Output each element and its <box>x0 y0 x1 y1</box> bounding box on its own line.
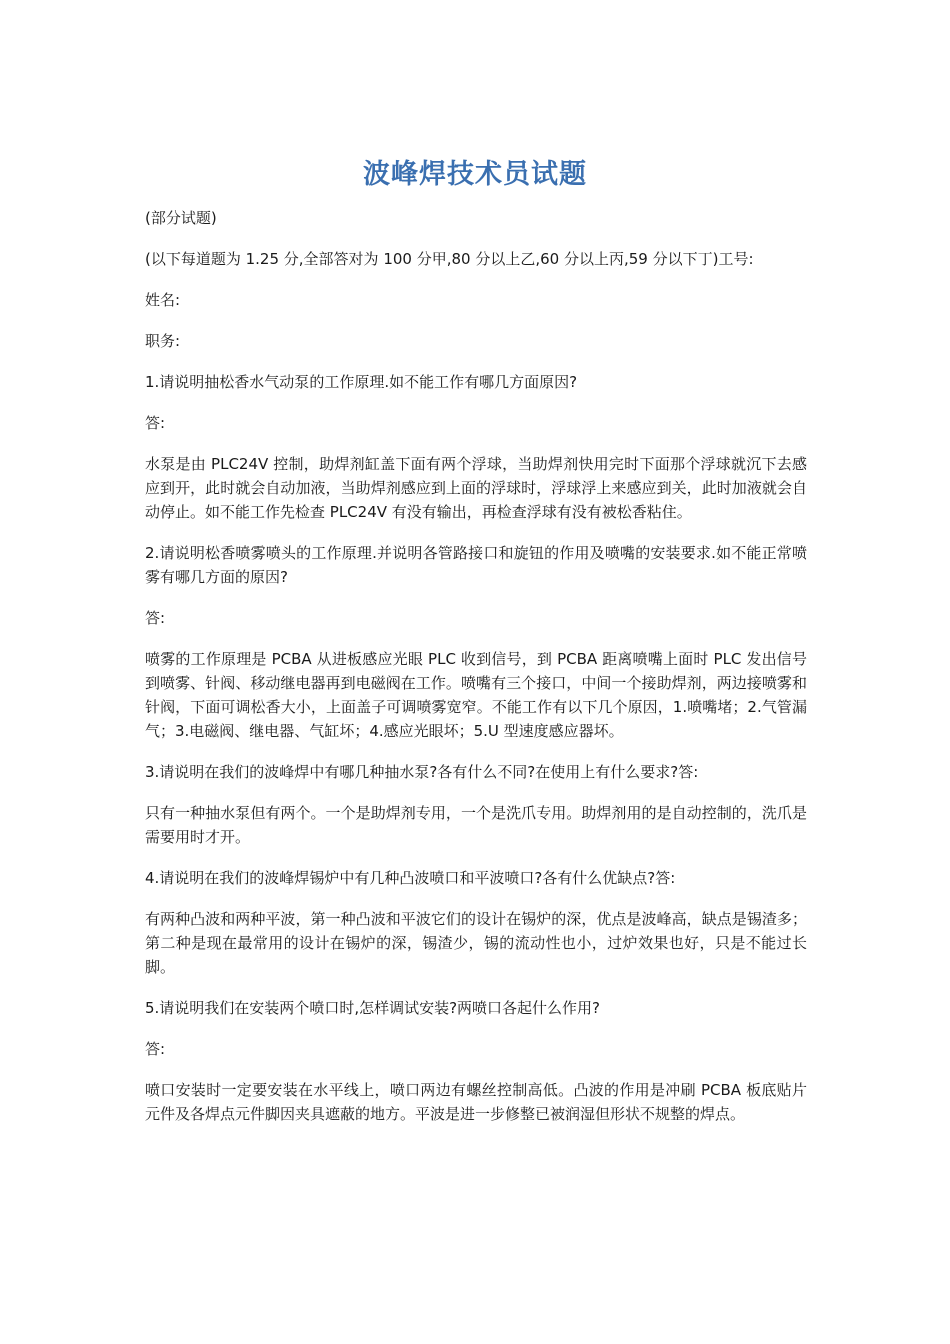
question-1: 1.请说明抽松香水气动泵的工作原理.如不能工作有哪几方面原因? <box>145 373 578 391</box>
question-4: 4.请说明在我们的波峰焊锡炉中有几种凸波喷口和平波喷口?各有什么优缺点?答: <box>145 869 676 887</box>
answer-2: 喷雾的工作原理是 PCBA 从进板感应光眼 PLC 收到信号，到 PCBA 距离喷嘴上面时 PLC 发出信号到喷雾、针阀、移动继电器再到电磁阀在工作。喷嘴有三个接口，中间一个接助焊剂，两边接喷雾和针阀，下面可调松香大小，上面盖子可调喷雾宽窄。不能工作有以下几个原因，1.喷嘴堵；2.气管漏气；3.电磁阀、继电器、气缸坏；4.感应光眼坏；5.U 型速度感应器坏。 <box>145 650 807 740</box>
paragraph-scoring: (以下每道题为 1.25 分,全部答对为 100 分甲,80 分以上乙,60 分以上丙,59 分以下丁)工号: <box>145 250 754 268</box>
paragraph-note: (部分试题) <box>145 209 217 227</box>
question-3: 3.请说明在我们的波峰焊中有哪几种抽水泵?各有什么不同?在使用上有什么要求?答: <box>145 763 699 781</box>
answer-label-1: 答: <box>145 414 166 432</box>
question-5: 5.请说明我们在安装两个喷口时,怎样调试安装?两喷口各起什么作用? <box>145 999 601 1017</box>
document-title: 波峰焊技术员试题 <box>363 159 587 190</box>
document-body <box>145 206 807 1143</box>
paragraph-position: 职务: <box>145 332 181 350</box>
paragraph-name: 姓名: <box>145 291 181 309</box>
answer-label-2: 答: <box>145 609 166 627</box>
answer-label-5: 答: <box>145 1040 166 1058</box>
answer-4: 有两种凸波和两种平波，第一种凸波和平波它们的设计在锡炉的深，优点是波峰高，缺点是锡渣多；第二种是现在最常用的设计在锡炉的深，锡渣少，锡的流动性也小，过炉效果也好，只是不能过长脚。 <box>145 910 807 976</box>
question-2: 2.请说明松香喷雾喷头的工作原理.并说明各管路接口和旋钮的作用及喷嘴的安装要求.如不能正常喷雾有哪几方面的原因? <box>145 544 807 586</box>
answer-5: 喷口安装时一定要安装在水平线上，喷口两边有螺丝控制高低。凸波的作用是冲刷 PCBA 板底贴片元件及各焊点元件脚因夹具遮蔽的地方。平波是进一步修整已被润湿但形状不规整的焊点。 <box>145 1081 807 1123</box>
answer-1: 水泵是由 PLC24V 控制，助焊剂缸盖下面有两个浮球，当助焊剂快用完时下面那个浮球就沉下去感应到开，此时就会自动加液，当助焊剂感应到上面的浮球时，浮球浮上来感应到关，此时加液就会自动停止。如不能工作先检查 PLC24V 有没有输出，再检查浮球有没有被松香粘住。 <box>145 455 807 521</box>
answer-3: 只有一种抽水泵但有两个。一个是助焊剂专用，一个是洗爪专用。助焊剂用的是自动控制的，洗爪是需要用时才开。 <box>145 804 807 846</box>
